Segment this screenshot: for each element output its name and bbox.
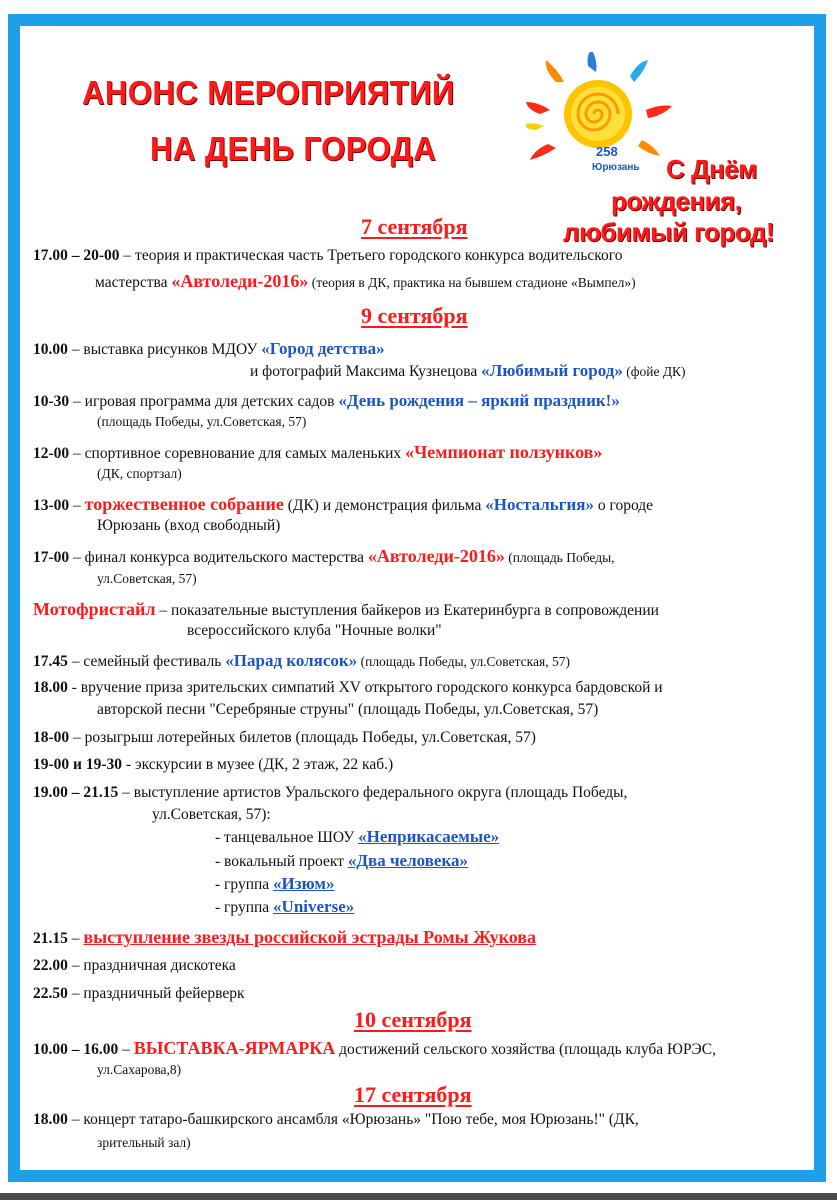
- greeting-line-2: рождения,: [611, 186, 742, 216]
- sun-spiral-icon: [564, 80, 632, 148]
- performer-item: - вокальный проект «Два человека»: [215, 851, 468, 870]
- performer-item: - танцевальное ШОУ «Неприкасаемые»: [215, 827, 500, 846]
- event-line: авторской песни "Серебряные струны" (площадь Победы, ул.Советская, 57): [97, 701, 599, 718]
- date-heading-9: 9 сентября: [361, 303, 468, 328]
- event-note: ул.Советская, 57): [97, 571, 197, 586]
- event-note: зрительный зал): [97, 1135, 191, 1150]
- event-line: 22.00 – праздничная дискотека: [33, 957, 236, 974]
- event-line: всероссийского клуба "Ночные волки": [187, 622, 442, 639]
- event-line: 22.50 – праздничный фейерверк: [33, 985, 245, 1002]
- event-line: 18.00 - вручение приза зрительских симпатий XV открытого городского конкурса бардовской и: [33, 679, 663, 696]
- event-line: 13-00 – торжественное собрание (ДК) и демонстрация фильма «Ностальгия» о городе: [33, 494, 654, 514]
- event-line: 17.00 – 20-00 – теория и практическая часть Третьего городского конкурса водительского: [33, 247, 623, 264]
- event-note: (ДК, спортзал): [97, 466, 182, 481]
- title-line-2: НА ДЕНЬ ГОРОДА: [150, 129, 437, 168]
- event-line: 17.45 – семейный фестиваль «Парад колясок» (площадь Победы, ул.Советская, 57): [33, 651, 570, 670]
- bottom-edge: [0, 1193, 837, 1200]
- performer-item: - группа «Изюм»: [215, 874, 335, 893]
- performer-item: - группа «Universe»: [215, 897, 355, 916]
- event-line: мастерства «Автоледи-2016» (теория в ДК, практика на бывшем стадионе «Вымпел»): [95, 271, 636, 291]
- event-line: и фотографий Максима Кузнецова «Любимый город» (фойе ДК): [250, 361, 686, 380]
- event-line: 17-00 – финал конкурса водительского мастерства «Автоледи-2016» (площадь Победы,: [33, 546, 615, 566]
- event-line: Юрюзань (вход свободный): [97, 517, 281, 534]
- event-note: ул.Сахарова,8): [97, 1062, 182, 1077]
- event-line: 21.15 – выступление звезды российской эстрады Ромы Жукова: [33, 927, 537, 947]
- event-line: 10.00 – выставка рисунков МДОУ «Город детства»: [33, 339, 385, 358]
- event-line: 18-00 – розыгрыш лотерейных билетов (площадь Победы, ул.Советская, 57): [33, 729, 536, 746]
- event-line: ул.Советская, 57):: [152, 806, 271, 823]
- title-line-1: АНОНС МЕРОПРИЯТИЙ: [82, 73, 455, 112]
- event-line: 12-00 – спортивное соревнование для самых маленьких «Чемпионат ползунков»: [33, 442, 603, 462]
- event-line: 10-30 – игровая программа для детских садов «День рождения – яркий праздник!»: [33, 391, 620, 410]
- event-note: (площадь Победы, ул.Советская, 57): [97, 414, 307, 429]
- date-heading-7: 7 сентября: [361, 214, 468, 239]
- date-heading-17: 17 сентября: [354, 1082, 472, 1107]
- event-line: 19-00 и 19-30 - экскурсии в музее (ДК, 2 этаж, 22 каб.): [33, 756, 394, 773]
- event-line: 10.00 – 16.00 – ВЫСТАВКА-ЯРМАРКА достижений сельского хозяйства (площадь клуба ЮРЭС,: [33, 1038, 717, 1058]
- greeting-line-3: любимый город!: [563, 217, 775, 247]
- event-line: 18.00 – концерт татаро-башкирского ансамбля «Юрюзань» "Пою тебе, моя Юрюзань!" (ДК,: [33, 1111, 639, 1128]
- event-line: Мотофристайл – показательные выступления байкеров из Екатеринбурга в сопровождении: [33, 599, 659, 619]
- logo-number: 258: [596, 144, 618, 159]
- city-sun-logo: [526, 52, 676, 187]
- logo-city: Юрюзань: [592, 162, 640, 173]
- greeting-line-1: С Днём: [666, 154, 757, 184]
- date-heading-10: 10 сентября: [354, 1007, 472, 1032]
- event-line: 19.00 – 21.15 – выступление артистов Уральского федерального округа (площадь Победы,: [33, 784, 628, 801]
